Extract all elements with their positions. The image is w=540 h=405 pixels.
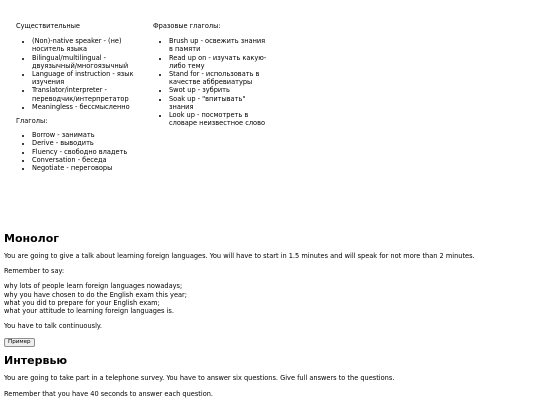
example-button[interactable]: Пример [4, 338, 35, 347]
monolog-point: why lots of people learn foreign languages nowadays; [4, 282, 183, 291]
list-item: • Conversation - беседа [32, 156, 134, 164]
monolog-points [4, 282, 534, 315]
monolog-point: why you have chosen to do the English exam this year; [4, 290, 187, 299]
list-item: • Bilingual/multilingual - двуязычный/многоязычный [32, 54, 134, 70]
list-item: • Stand for - использовать в качестве аббревиатуры [169, 70, 271, 86]
phrasal-heading: Фразовые глаголы: [153, 22, 221, 30]
list-item: • Derive - выводить [32, 139, 134, 147]
list-item: • Look up - посмотреть в словаре неизвестное слово [169, 111, 271, 127]
monolog-continuous: You have to talk continuously. [4, 322, 102, 331]
list-item: • Translator/interpreter - переводчик/интерпретатор [32, 86, 134, 102]
list-item: • Language of instruction - язык изучения [32, 70, 134, 86]
phrasal-verbs-column [153, 22, 271, 133]
main-content [4, 232, 534, 405]
list-item: • Read up on - изучать какую-либо тему [169, 54, 271, 70]
interview-remember: Remember that you have 40 seconds to answer each question. [4, 389, 214, 398]
interview-title: Интервью [4, 354, 68, 368]
monolog-point: what you did to prepare for your English exam; [4, 298, 160, 307]
list-item: • Negotiate - переговоры [32, 164, 134, 172]
list-item: • Soak up - "впитывать" знания [169, 95, 271, 111]
list-item: • Meaningless - бессмысленно [32, 103, 134, 111]
monolog-remember: Remember to say: [4, 267, 65, 276]
interview-intro: You are going to take part in a telephone survey. You have to answer six questions. Give full answers to the questions. [4, 374, 395, 383]
nouns-list [16, 37, 134, 111]
monolog-point: what your attitude to learning foreign languages is. [4, 307, 174, 316]
list-item: • Swot up - зубрить [169, 86, 271, 94]
monolog-title: Монолог [4, 232, 60, 245]
verbs-list [16, 131, 134, 172]
list-item: • Fluency - свободно владеть [32, 148, 134, 156]
nouns-heading: Существительные [16, 22, 80, 30]
nouns-verbs-column [16, 22, 134, 178]
phrasal-list [153, 37, 271, 127]
monolog-intro: You are going to give a talk about learning foreign languages. You will have to start in 1.5 minutes and will speak for not more than 2 minutes. [4, 252, 475, 260]
verbs-heading: Глаголы: [16, 117, 48, 126]
list-item: • Borrow - занимать [32, 131, 134, 139]
list-item: • (Non)-native speaker - (не) носитель языка [32, 37, 134, 53]
list-item: • Brush up - освежить знания в памяти [169, 37, 271, 53]
